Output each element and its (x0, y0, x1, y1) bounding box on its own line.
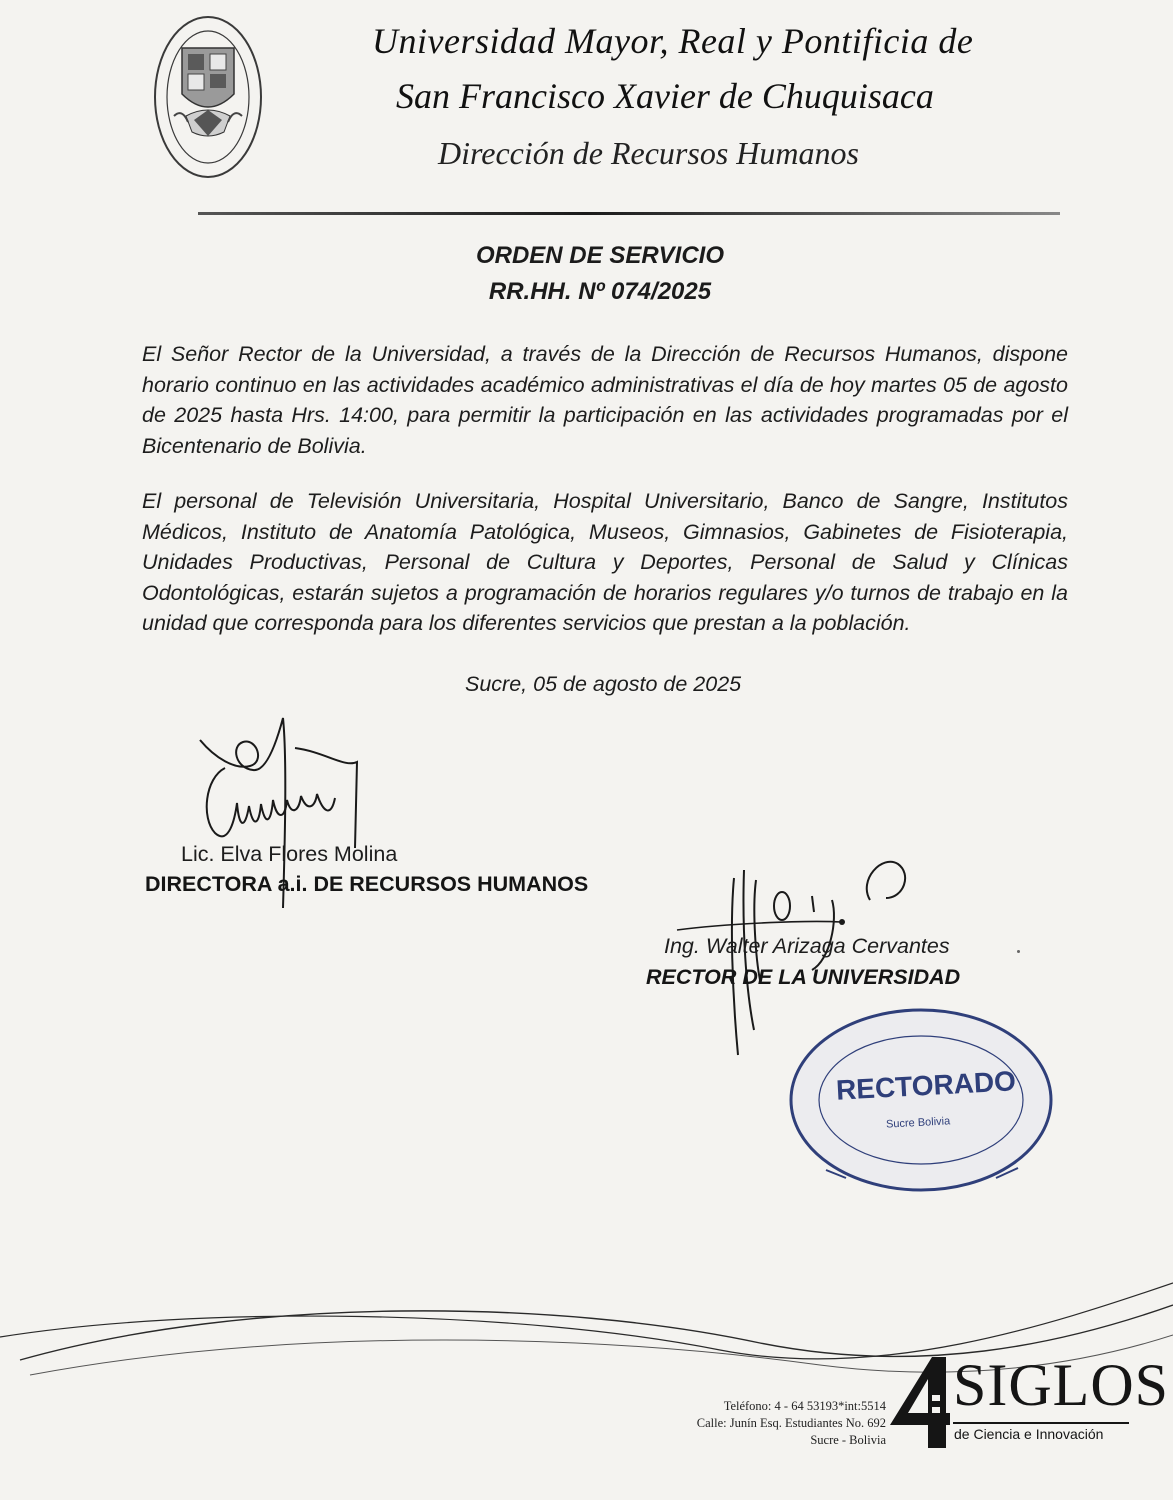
document-title: ORDEN DE SERVICIO (475, 242, 725, 269)
header-divider (198, 212, 1060, 215)
body-paragraph-1: El Señor Rector de la Universidad, a través de la Dirección de Recursos Humanos, dispone horario continuo en las actividades académico administrativas el día de hoy martes 05 de agosto de 2025 hasta Hrs. 14:00, para permitir la participación en las actividades programadas por el Bicentenario de Bolivia. (142, 342, 1068, 458)
letterhead-line-2: San Francisco Xavier de Chuquisaca (396, 76, 934, 116)
logo-wordmark: SIGLOS (953, 1352, 1170, 1418)
signatory-2-name: Ing. Walter Arizaga Cervantes (664, 934, 950, 958)
signatory-1-role: DIRECTORA a.i. DE RECURSOS HUMANOS (145, 872, 589, 896)
document-number: RR.HH. Nº 074/2025 (488, 278, 712, 305)
footer-address: Calle: Junín Esq. Estudiantes No. 692 (696, 1416, 886, 1430)
place-and-date: Sucre, 05 de agosto de 2025 (465, 672, 742, 696)
signatory-1-name: Lic. Elva Flores Molina (181, 842, 398, 866)
letterhead-department: Dirección de Recursos Humanos (438, 135, 859, 171)
footer-city: Sucre - Bolivia (810, 1433, 886, 1447)
footer-contact (697, 1398, 886, 1449)
footer-phone: Teléfono: 4 - 64 53193*int:5514 (723, 1399, 886, 1413)
logo-tagline: de Ciencia e Innovación (954, 1426, 1104, 1442)
logo-underline (953, 1422, 1129, 1424)
stamp-location: Sucre Bolivia (885, 1115, 951, 1131)
signatory-2-role: RECTOR DE LA UNIVERSIDAD (646, 965, 961, 989)
letterhead-line-1: Universidad Mayor, Real y Pontificia de (372, 21, 974, 61)
body-paragraph-2: El personal de Televisión Universitaria, Hospital Universitario, Banco de Sangre, Institutos Médicos, Instituto de Anatomía Patológica, Museos, Gimnasios, Gabinetes de Fisioterapia, Unidades Productivas, Personal de Cultura y Deportes, Personal de Salud y Clínicas Odontológicas, estarán sujetos a programación de horarios regulares y/o turnos de trabajo en la unidad que corresponda para los diferentes servicios que prestan a la población. (142, 489, 1068, 635)
ink-speck (1017, 950, 1020, 953)
logo-numeral-4 (888, 1355, 950, 1450)
stamp-label: RECTORADO (835, 1065, 1017, 1106)
university-seal (152, 12, 264, 182)
